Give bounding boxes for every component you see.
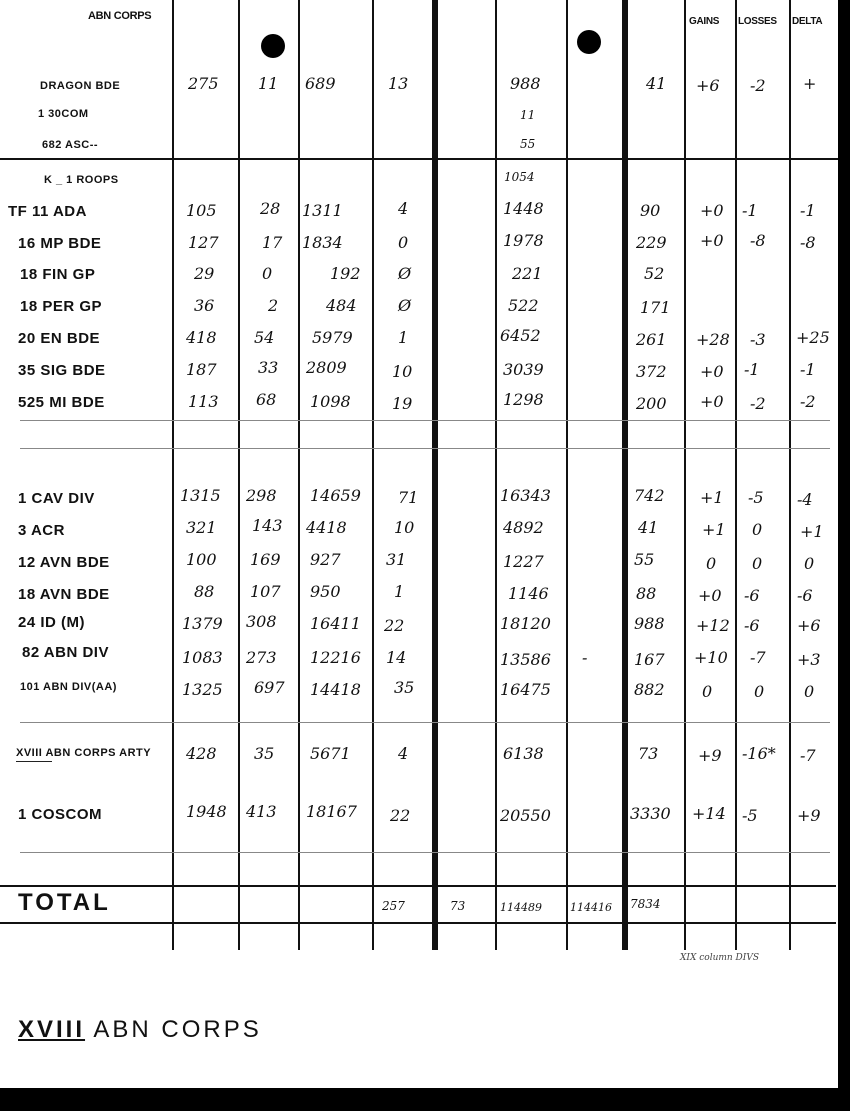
row-value: 927	[310, 550, 341, 569]
row-value: 0	[702, 682, 713, 701]
row-value: 1083	[182, 648, 223, 667]
row-value: 1325	[182, 680, 223, 699]
row-value: 171	[640, 298, 671, 317]
row-value: +0	[700, 231, 724, 250]
row-value: +0	[700, 201, 724, 220]
column-divider-thick	[432, 0, 438, 950]
row-value: 100	[186, 550, 217, 569]
row-value: 1098	[310, 392, 351, 411]
row-value: 14659	[310, 486, 361, 505]
row-value: 14418	[310, 680, 361, 699]
row-value: +0	[698, 586, 722, 605]
column-rule	[172, 0, 174, 950]
row-separator	[20, 420, 830, 421]
row-value: 18167	[306, 802, 357, 821]
unit-label: 101 ABN DIV(AA)	[20, 681, 117, 693]
gains-header-label: GAINS	[689, 16, 720, 27]
row-value: +0	[700, 362, 724, 381]
row-value: 5979	[312, 328, 353, 347]
row-value: 105	[186, 201, 217, 220]
unit-label: K _ 1 ROOPS	[44, 174, 119, 186]
row-value: 10	[394, 518, 415, 537]
row-value: 988	[510, 74, 541, 93]
row-value: 55	[520, 137, 536, 151]
row-value: -6	[744, 616, 760, 635]
column-rule	[684, 0, 686, 950]
row-value: Ø	[398, 296, 412, 315]
total-value: 114416	[570, 901, 612, 914]
row-value: 413	[246, 802, 277, 821]
row-value: 1311	[302, 201, 343, 220]
row-value: 522	[508, 296, 539, 315]
row-value: 1227	[503, 552, 544, 571]
delta-header-label: DELTA	[792, 16, 823, 27]
column-rule	[238, 0, 240, 950]
row-value: -1	[800, 201, 816, 220]
marker-dot	[261, 34, 285, 58]
row-value: 20550	[500, 806, 551, 825]
row-value: 107	[250, 582, 281, 601]
row-value: 35	[394, 678, 415, 697]
row-separator	[20, 722, 830, 723]
corps-header-label: ABN CORPS	[88, 10, 152, 22]
row-value: 29	[194, 264, 215, 283]
row-value: 1379	[182, 614, 223, 633]
row-value: 1298	[503, 390, 544, 409]
column-rule	[566, 0, 568, 950]
row-value: 14	[386, 648, 407, 667]
row-value: -5	[748, 488, 764, 507]
row-value: 41	[646, 74, 667, 93]
row-value: 0	[804, 554, 815, 573]
row-value: 13586	[500, 650, 551, 669]
row-value: +6	[696, 76, 720, 95]
marker-dot	[577, 30, 601, 54]
footnote: XIX column DIVS	[680, 953, 759, 963]
total-rule-top	[0, 885, 836, 887]
column-rule	[298, 0, 300, 950]
unit-label: 82 ABN DIV	[22, 644, 109, 661]
row-value: 418	[186, 328, 217, 347]
row-value: 68	[256, 390, 277, 409]
row-value: 88	[194, 582, 215, 601]
footer-text: ABN CORPS	[93, 1016, 262, 1043]
row-value: +3	[797, 650, 821, 669]
row-separator	[20, 448, 830, 449]
row-value: 0	[804, 682, 815, 701]
row-value: 16411	[310, 614, 361, 633]
total-label: TOTAL	[18, 889, 111, 916]
row-value: +12	[696, 616, 730, 635]
row-value: 1146	[508, 584, 549, 603]
row-value: 3039	[503, 360, 544, 379]
row-value: 0	[262, 264, 273, 283]
row-value: +9	[698, 746, 722, 765]
row-value: 1448	[503, 199, 544, 218]
row-value: 143	[252, 516, 283, 535]
row-value: 1315	[180, 486, 221, 505]
scan-bottom-edge	[0, 1088, 850, 1111]
row-value: 13	[388, 74, 409, 93]
row-value: 5671	[310, 744, 351, 763]
total-value: 73	[450, 899, 466, 913]
row-value: 1978	[503, 231, 544, 250]
row-value: 484	[326, 296, 357, 315]
column-rule	[372, 0, 374, 950]
scan-edge	[838, 0, 850, 1111]
row-value: 127	[188, 233, 219, 252]
total-rule-bottom	[0, 922, 836, 924]
row-value: +0	[700, 392, 724, 411]
unit-label: 18 AVN BDE	[18, 586, 110, 603]
row-value: 169	[250, 550, 281, 569]
row-value: 16343	[500, 486, 551, 505]
row-value: 73	[638, 744, 659, 763]
column-rule	[789, 0, 791, 950]
row-value: -6	[797, 586, 813, 605]
row-value: +25	[796, 328, 830, 347]
row-value: 882	[634, 680, 665, 699]
row-value: +1	[702, 520, 726, 539]
row-value: +9	[797, 806, 821, 825]
row-value: 19	[392, 394, 413, 413]
row-value: 689	[305, 74, 336, 93]
unit-label: 12 AVN BDE	[18, 554, 110, 571]
row-value: -1	[742, 201, 758, 220]
row-value: 1	[398, 328, 409, 347]
row-value: -2	[750, 76, 766, 95]
row-value: 261	[636, 330, 667, 349]
row-value: 229	[636, 233, 667, 252]
row-value: 308	[246, 612, 277, 631]
row-value: 988	[634, 614, 665, 633]
row-value: 4892	[503, 518, 544, 537]
row-value: Ø	[398, 264, 412, 283]
row-value: -8	[750, 231, 766, 250]
row-value: 221	[512, 264, 543, 283]
row-value: 4418	[306, 518, 347, 537]
row-value: 372	[636, 362, 667, 381]
row-value: -16*	[742, 744, 776, 763]
total-value: 7834	[630, 897, 661, 911]
row-value: -7	[750, 648, 766, 667]
row-value: 71	[398, 488, 419, 507]
unit-label: 18 FIN GP	[20, 266, 96, 283]
row-value: -5	[742, 806, 758, 825]
row-value: 0	[754, 682, 765, 701]
row-value: 428	[186, 744, 217, 763]
row-value: 31	[386, 550, 407, 569]
row-value: 17	[262, 233, 283, 252]
row-value: 4	[398, 744, 409, 763]
row-value: 273	[246, 648, 277, 667]
row-value: 1	[394, 582, 405, 601]
unit-label: TF 11 ADA	[8, 203, 87, 220]
unit-label: XVIII ABN CORPS ARTY	[16, 747, 152, 759]
unit-label: 1 COSCOM	[18, 806, 103, 823]
unit-label: 682 ASC--	[42, 139, 99, 151]
total-value: 257	[382, 899, 405, 913]
row-value: 950	[310, 582, 341, 601]
row-value: 55	[634, 550, 655, 569]
unit-label: 24 ID (M)	[18, 614, 86, 631]
unit-label: 3 ACR	[18, 522, 65, 539]
row-value: 298	[246, 486, 277, 505]
row-value: +14	[692, 804, 726, 823]
column-divider-thick	[622, 0, 628, 950]
row-value: 0	[398, 233, 409, 252]
row-value: 54	[254, 328, 275, 347]
row-value: 1054	[504, 170, 535, 184]
row-value: 0	[706, 554, 717, 573]
row-value: 0	[752, 554, 763, 573]
row-value: +	[803, 74, 817, 93]
row-value: 11	[258, 74, 279, 93]
unit-underline	[16, 761, 52, 762]
unit-label: 16 MP BDE	[18, 235, 102, 252]
column-rule	[495, 0, 497, 950]
footer-title	[18, 1016, 262, 1044]
column-rule	[735, 0, 737, 950]
row-value: 187	[186, 360, 217, 379]
row-value: 167	[634, 650, 665, 669]
row-value: +10	[694, 648, 728, 667]
row-value: 2809	[306, 358, 347, 377]
row-value: 10	[392, 362, 413, 381]
row-value: -6	[744, 586, 760, 605]
row-value: 36	[194, 296, 215, 315]
total-value: 114489	[500, 901, 542, 914]
row-value: 11	[520, 108, 536, 122]
row-separator	[20, 852, 830, 853]
row-value: 192	[330, 264, 361, 283]
row-value: 33	[258, 358, 279, 377]
row-value: 200	[636, 394, 667, 413]
row-value: 0	[752, 520, 763, 539]
row-value: -2	[800, 392, 816, 411]
row-value: 6452	[500, 326, 541, 345]
row-value: +1	[700, 488, 724, 507]
unit-label: 35 SIG BDE	[18, 362, 106, 379]
row-value: 22	[390, 806, 411, 825]
row-value: 697	[254, 678, 285, 697]
losses-header-label: LOSSES	[738, 16, 777, 27]
row-value: 742	[634, 486, 665, 505]
row-value: 88	[636, 584, 657, 603]
row-value: 2	[268, 296, 279, 315]
row-value: 275	[188, 74, 219, 93]
row-value: 22	[384, 616, 405, 635]
unit-label: 20 EN BDE	[18, 330, 101, 347]
row-value: 52	[644, 264, 665, 283]
row-value: 16475	[500, 680, 551, 699]
row-value: -1	[744, 360, 760, 379]
row-value: -4	[797, 490, 813, 509]
unit-label: 18 PER GP	[20, 298, 103, 315]
row-value: -3	[750, 330, 766, 349]
row-value: 1948	[186, 802, 227, 821]
footer-roman: XVIII	[18, 1016, 86, 1043]
row-value: 113	[188, 392, 219, 411]
row-value: 4	[398, 199, 409, 218]
row-value: 321	[186, 518, 217, 537]
row-value: -1	[800, 360, 816, 379]
row-value: 90	[640, 201, 661, 220]
row-rule	[0, 158, 850, 160]
unit-label: 1 CAV DIV	[18, 490, 95, 507]
row-value: +1	[800, 522, 824, 541]
row-value: -8	[800, 233, 816, 252]
row-value: 12216	[310, 648, 361, 667]
row-value: 18120	[500, 614, 551, 633]
row-value: +28	[696, 330, 730, 349]
row-value: -2	[750, 394, 766, 413]
row-value: 3330	[630, 804, 671, 823]
unit-label: 1 30COM	[38, 108, 89, 120]
row-value: 1834	[302, 233, 343, 252]
row-value: -	[582, 648, 588, 667]
row-value: -7	[800, 746, 816, 765]
row-value: 28	[260, 199, 281, 218]
row-value: 41	[638, 518, 659, 537]
row-value: 6138	[503, 744, 544, 763]
row-value: +6	[797, 616, 821, 635]
row-value: 35	[254, 744, 275, 763]
unit-label: 525 MI BDE	[18, 394, 105, 411]
unit-label: DRAGON BDE	[40, 80, 121, 92]
